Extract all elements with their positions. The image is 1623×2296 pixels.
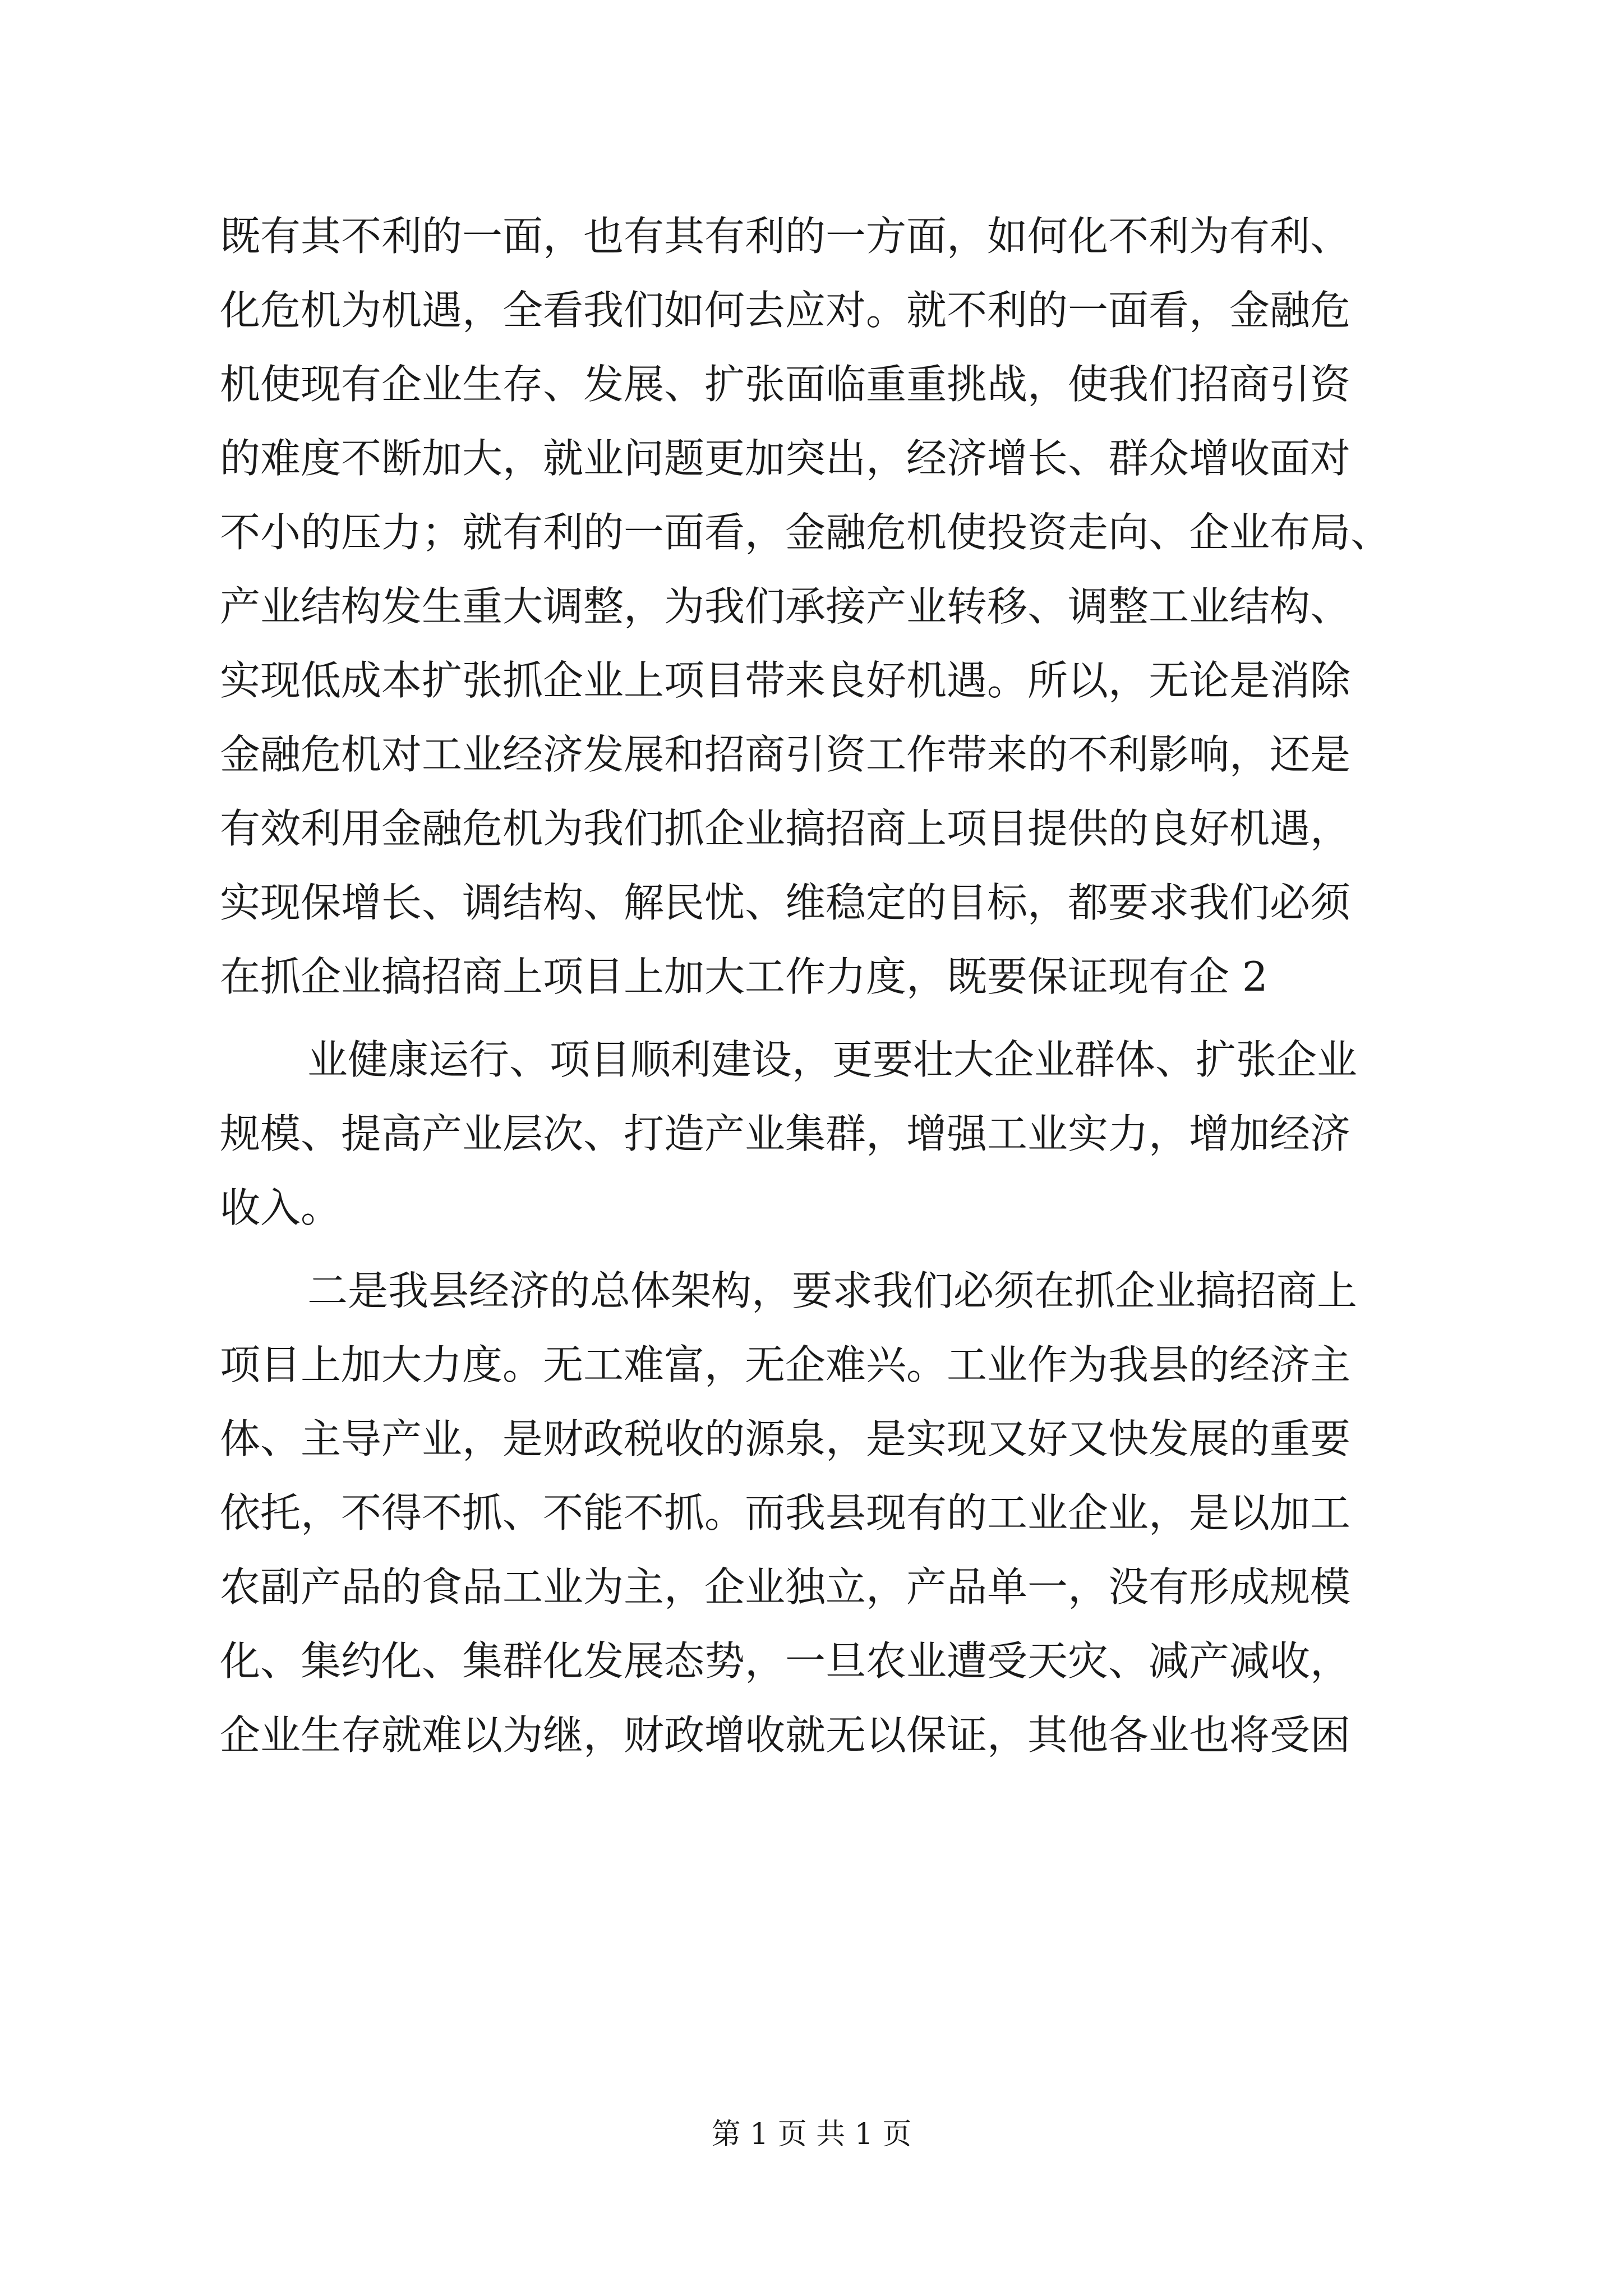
- text-line: 的难度不断加大，就业问题更加突出，经济增长、群众增收面对: [220, 435, 1351, 482]
- text-line: 收入。: [220, 1184, 342, 1231]
- text-line: 业健康运行、项目顺利建设，更要壮大企业群体、扩张企业: [307, 1036, 1358, 1083]
- text-line: 有效利用金融危机为我们抓企业搞招商上项目提供的良好机遇，: [220, 805, 1351, 852]
- text-line: 企业生存就难以为继，财政增收就无以保证，其他各业也将受困: [220, 1711, 1351, 1759]
- text-line: 不小的压力；就有利的一面看，金融危机使投资走向、企业布局、: [220, 509, 1391, 556]
- paragraph-spacer: [220, 1014, 1431, 1023]
- text-line: 化危机为机遇，全看我们如何去应对。就不利的一面看，金融危: [220, 287, 1351, 334]
- text-line: 依托，不得不抓、不能不抓。而我县现有的工业企业，是以加工: [220, 1489, 1351, 1536]
- text-line: 二是我县经济的总体架构，要求我们必须在抓企业搞招商上: [307, 1267, 1358, 1314]
- text-line: 体、主导产业，是财政税收的源泉，是实现又好又快发展的重要: [220, 1415, 1351, 1462]
- paragraph-3: [220, 1254, 1431, 1772]
- text-line: 化、集约化、集群化发展态势，一旦农业遭受天灾、减产减收，: [220, 1637, 1351, 1685]
- paragraph-spacer: [220, 1245, 1431, 1254]
- text-line: 既有其不利的一面，也有其有利的一方面，如何化不利为有利、: [220, 213, 1351, 260]
- text-line: 项目上加大力度。无工难富，无企难兴。工业作为我县的经济主: [220, 1341, 1351, 1388]
- paragraph-1: [220, 199, 1431, 1014]
- document-body: [220, 199, 1431, 1772]
- text-line: 机使现有企业生存、发展、扩张面临重重挑战，使我们招商引资: [220, 361, 1351, 408]
- page-footer: 第 1 页 共 1 页: [711, 2118, 912, 2151]
- paragraph-2: [220, 1023, 1431, 1245]
- text-line: 实现保增长、调结构、解民忧、维稳定的目标，都要求我们必须: [220, 879, 1351, 926]
- text-line: 实现低成本扩张抓企业上项目带来良好机遇。所以，无论是消除: [220, 657, 1351, 704]
- text-line: 规模、提高产业层次、打造产业集群，增强工业实力，增加经济: [220, 1110, 1351, 1157]
- text-line: 产业结构发生重大调整，为我们承接产业转移、调整工业结构、: [220, 583, 1351, 630]
- text-line: 在抓企业搞招商上项目上加大工作力度，既要保证现有企 2: [220, 953, 1268, 1000]
- text-line: 金融危机对工业经济发展和招商引资工作带来的不利影响，还是: [220, 731, 1351, 778]
- text-line: 农副产品的食品工业为主，企业独立，产品单一，没有形成规模: [220, 1563, 1351, 1611]
